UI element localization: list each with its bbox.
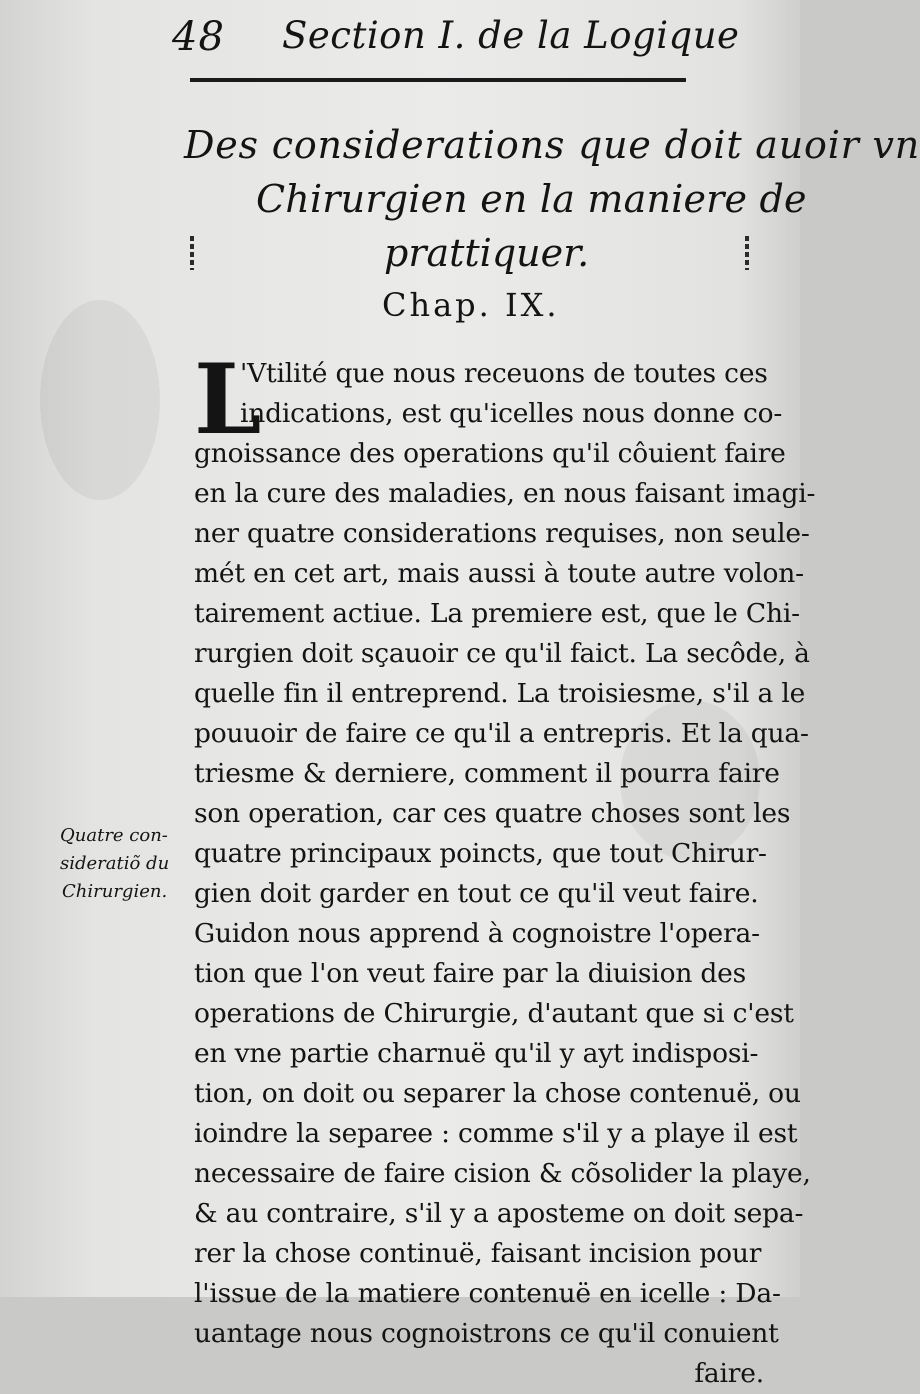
title-line: Des considerations que doit auoir vn [184, 123, 920, 167]
text-line: rurgien doit sçauoir ce qu'il faict. La secôde, à [194, 638, 810, 669]
running-title: Section I. de la Logique [282, 14, 740, 57]
text-line: ioindre la separee : comme s'il y a playe il est [194, 1118, 798, 1149]
margin-note [60, 822, 192, 906]
text-line: necessaire de faire cision & cõsolider la playe, [194, 1158, 811, 1189]
text-line: uantage nous cognoistrons ce qu'il conuient [194, 1318, 779, 1349]
text-line: quatre principaux poincts, que tout Chirur- [194, 838, 767, 869]
text-line: quelle fin il entreprend. La troisiesme, s'il a le [194, 678, 806, 709]
text-line: ner quatre considerations requises, non seule- [194, 518, 810, 549]
text-line: l'issue de la matiere contenuë en icelle : Da- [194, 1278, 781, 1309]
ornament-mark [190, 236, 194, 270]
margin-note-line: sideratiõ du [60, 853, 170, 874]
drop-cap: L [194, 343, 262, 456]
chapter-title [180, 118, 920, 280]
text-line: mét en cet art, mais aussi à toute autre volon- [194, 558, 804, 589]
title-line: prattiquer. [384, 231, 590, 275]
text-line: son operation, car ces quatre choses sont les [194, 798, 791, 829]
text-line: triesme & derniere, comment il pourra faire [194, 758, 780, 789]
text-line: tairement actiue. La premiere est, que le Chi- [194, 598, 800, 629]
text-line: 'Vtilité que nous receuons de toutes ces [240, 358, 768, 389]
text-line: en la cure des maladies, en nous faisant imagi- [194, 478, 816, 509]
text-line: indications, est qu'icelles nous donne co- [240, 398, 783, 429]
body-text [194, 343, 816, 1394]
text-line: en vne partie charnuë qu'il y ayt indisposi- [194, 1038, 759, 1069]
text-line: tion que l'on veut faire par la diuision des [194, 958, 747, 989]
paper-stain [40, 300, 160, 500]
text-line: gnoissance des operations qu'il côuient faire [194, 438, 786, 469]
text-line: gien doit garder en tout ce qu'il veut faire. [194, 878, 759, 909]
text-line: pouuoir de faire ce qu'il a entrepris. Et la qua- [194, 718, 809, 749]
page-number: 48 [172, 14, 225, 60]
text-line: rer la chose continuë, faisant incision pour [194, 1238, 762, 1269]
catchword: faire. [694, 1358, 764, 1389]
margin-note-line: Quatre con- [60, 825, 168, 846]
text-line: tion, on doit ou separer la chose contenuë, ou [194, 1078, 801, 1109]
text-line: Guidon nous apprend à cognoistre l'opera- [194, 918, 760, 949]
title-line: Chirurgien en la maniere de [256, 177, 807, 221]
header-rule [190, 78, 686, 82]
chapter-heading: Chap. IX. [382, 286, 560, 324]
margin-note-line: Chirurgien. [62, 881, 168, 902]
text-line: operations de Chirurgie, d'autant que si c'est [194, 998, 794, 1029]
ornament-mark [745, 236, 749, 270]
text-line: & au contraire, s'il y a aposteme on doit sepa- [194, 1198, 804, 1229]
page-header [172, 8, 740, 68]
